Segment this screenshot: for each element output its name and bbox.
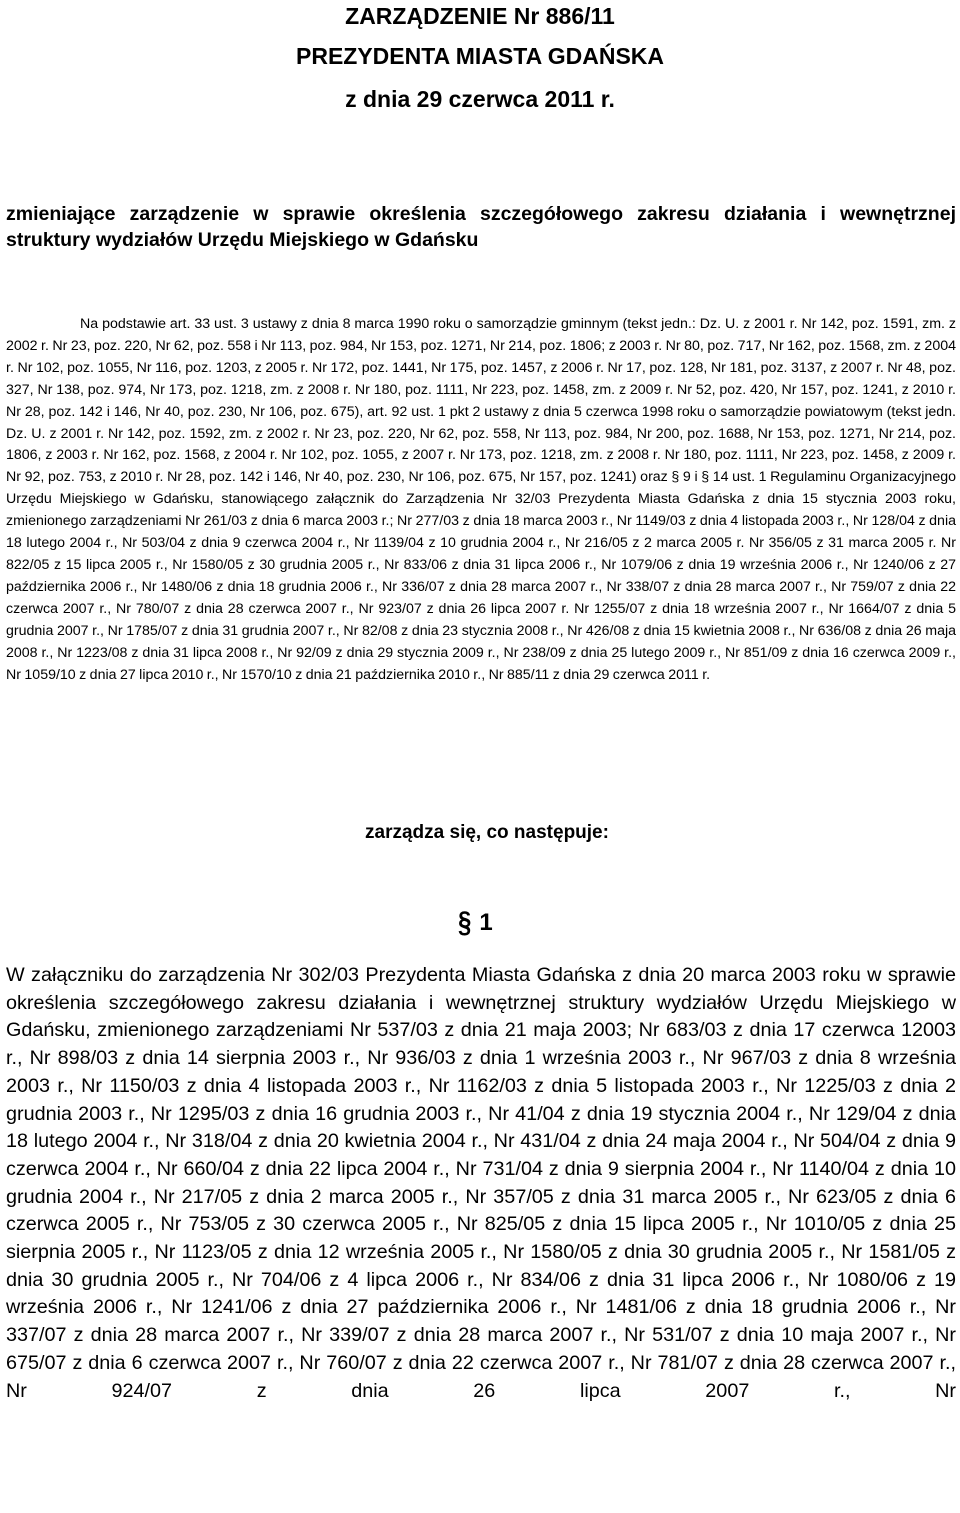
legal-basis-paragraph: Na podstawie art. 33 ust. 3 ustawy z dnia 8 marca 1990 roku o samorządzie gminnym (tekst jedn.: Dz. U. z 2001 r. Nr 142, poz. 1591, zm. z 2002 r. Nr 23, poz. 220, Nr 62, poz. 558 i Nr 113, poz. 984, Nr 153, poz. 1271, Nr 214, poz. 1806; z 2003 r. Nr 80, poz. 717, Nr 162, poz. 1568, zm. z 2004 r. Nr 102, poz. 1055, Nr 116, poz. 1203, z 2005 r. Nr 172, poz. 1441, Nr 175, poz. 1457, z 2006 r. Nr 17, poz. 128, Nr 181, poz. 3137, z 2007 r. Nr 48, poz. 327, Nr 138, poz. 974, Nr 173, poz. 1218, zm. z 2008 r. Nr 180, poz. 1111, Nr 223, poz. 1458, zm. z 2009 r. Nr 52, poz. 420, Nr 157, poz. 1241, z 2010 r. Nr 28, poz. 142 i 146, Nr 40, poz. 230, Nr 106, poz. 675), art. 92 ust. 1 pkt 2 ustawy z dnia 5 czerwca 1998 roku o samorządzie powiatowym (tekst jedn. Dz. U. z 2001 r. Nr 142, poz. 1592, zm. z 2002 r. Nr 23, poz. 220, Nr 62, poz. 558, Nr 113, poz. 984, Nr 200, poz. 1688, Nr 153, poz. 1271, Nr 214, poz. 1806, z 2003 r. Nr 162, poz. 1568, z 2004 r. Nr 102, poz. 1055, z 2007 r. Nr 173, poz. 1218, zm. z 2008 r. Nr 180, poz. 1111, Nr 223, poz. 1458, z 2009 r. Nr 92, poz. 753, z 2010 r. Nr 28, poz. 142 i 146, Nr 40, poz. 230, Nr 106, poz. 675, Nr 157, poz. 1241) oraz § 9 i § 14 ust. 1 Regulaminu Organizacyjnego Urzędu Miejskiego w Gdańsku, stanowiącego załącznik do Zarządzenia Nr 32/03 Prezydenta Miasta Gdańska z dnia 15 stycznia 2003 roku, zmienionego zarządzeniami Nr 261/03 z dnia 6 marca 2003 r.; Nr 277/03 z dnia 18 marca 2003 r., Nr 1149/03 z dnia 4 listopada 2003 r., Nr 128/04 z dnia 18 lutego 2004 r., Nr 503/04 z dnia 9 czerwca 2004 r., Nr 1139/04 z 10 grudnia 2004 r., Nr 216/05 z 2 marca 2005 r. Nr 356/05 z 31 marca 2005 r. Nr 822/05 z 15 lipca 2005 r., Nr 1580/05 z 30 grudnia 2005 r., Nr 833/06 z dnia 31 lipca 2006 r., Nr 1079/06 z dnia 19 września 2006 r., Nr 1240/06 z 27 października 2006 r., Nr 1480/06 z dnia 18 grudnia 2006 r., Nr 336/07 z dnia 28 marca 2007 r., Nr 338/07 z dnia 28 marca 2007 r., Nr 759/07 z dnia 22 czerwca 2007 r., Nr 780/07 z dnia 28 czerwca 2007 r., Nr 923/07 z dnia 26 lipca 2007 r. Nr 1255/07 z dnia 18 września 2007 r., Nr 1664/07 z dnia 5 grudnia 2007 r., Nr 1785/07 z dnia 31 grudnia 2007 r., Nr 82/08 z dnia 23 stycznia 2008 r., Nr 426/08 z dnia 15 kwietnia 2008 r., Nr 636/08 z dnia 26 maja 2008 r., Nr 1223/08 z dnia 31 lipca 2008 r., Nr 92/09 z dnia 29 stycznia 2009 r., Nr 238/09 z dnia 25 lutego 2009 r., Nr 851/09 z dnia 16 czerwca 2009 r., Nr 1059/10 z dnia 27 lipca 2010 r., Nr 1570/10 z dnia 21 października 2010 r., Nr 885/11 z dnia 29 czerwca 2011 r. (6, 316, 956, 683)
decree-text: zarządza się, co następuje: (365, 822, 609, 843)
date-line: z dnia 29 czerwca 2011 r. (345, 86, 615, 112)
decree-statement (0, 820, 960, 846)
section-heading (458, 905, 493, 940)
section-number: 1 (479, 909, 493, 936)
issuer-line: PREZYDENTA MIASTA GDAŃSKA (296, 43, 664, 69)
document-title: ZARZĄDZENIE Nr 886/11 (345, 3, 615, 29)
section-sign: § (458, 905, 472, 940)
document-subject: zmieniające zarządzenie w sprawie określenia szczegółowego zakresu działania i wewnętrznej struktury wydziałów Urzędu Miejskiego w Gdańsku (6, 203, 956, 251)
section-1-paragraph: W załączniku do zarządzenia Nr 302/03 Prezydenta Miasta Gdańska z dnia 20 marca 2003 roku w sprawie określenia szczegółowego zakresu działania i wewnętrznej struktury wydziałów Urzędu Miejskiego w Gdańsku, zmienionego zarządzeniami Nr 537/03 z dnia 21 maja 2003; Nr 683/03 z dnia 17 czerwca 12003 r., Nr 898/03 z dnia 14 sierpnia 2003 r., Nr 936/03 z dnia 1 września 2003 r., Nr 967/03 z dnia 8 września 2003 r., Nr 1150/03 z dnia 4 listopada 2003 r., Nr 1162/03 z dnia 5 listopada 2003 r., Nr 1225/03 z dnia 2 grudnia 2003 r., Nr 1295/03 z dnia 16 grudnia 2003 r., Nr 41/04 z dnia 19 stycznia 2004 r., Nr 129/04 z dnia 18 lutego 2004 r., Nr 318/04 z dnia 20 kwietnia 2004 r., Nr 431/04 z dnia 24 maja 2004 r., Nr 504/04 z dnia 9 czerwca 2004 r., Nr 660/04 z dnia 22 lipca 2004 r., Nr 731/04 z dnia 9 sierpnia 2004 r., Nr 1140/04 z dnia 10 grudnia 2004 r., Nr 217/05 z dnia 2 marca 2005 r., Nr 357/05 z dnia 31 marca 2005 r., Nr 623/05 z dnia 6 czerwca 2005 r., Nr 753/05 z 30 czerwca 2005 r., Nr 825/05 z dnia 15 lipca 2005 r., Nr 1010/05 z dnia 25 sierpnia 2005 r., Nr 1123/05 z dnia 12 września 2005 r., Nr 1580/05 z dnia 30 grudnia 2005 r., Nr 1581/05 z dnia 30 grudnia 2005 r., Nr 704/06 z 4 lipca 2006 r., Nr 834/06 z dnia 31 lipca 2006 r., Nr 1080/06 z 19 września 2006 r., Nr 1241/06 z dnia 27 października 2006 r., Nr 1481/06 z dnia 18 grudnia 2006 r., Nr 337/07 z dnia 28 marca 2007 r., Nr 339/07 z dnia 28 marca 2007 r., Nr 531/07 z dnia 10 maja 2007 r., Nr 675/07 z dnia 6 czerwca 2007 r., Nr 760/07 z dnia 22 czerwca 2007 r., Nr 781/07 z dnia 28 czerwca 2007 r., Nr 924/07 z dnia 26 lipca 2007 r., Nr (6, 964, 956, 1402)
